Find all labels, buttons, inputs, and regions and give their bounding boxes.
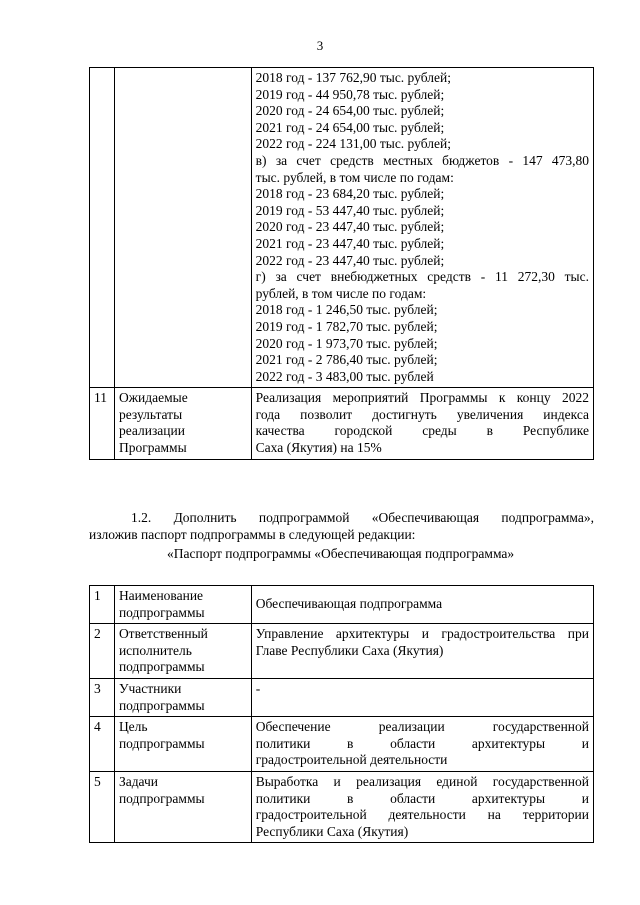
row-number-cell: 11 (90, 388, 115, 459)
row-label-cell (114, 717, 251, 772)
extra-budget-line: 2020 год - 1 973,70 тыс. рублей; (255, 335, 438, 351)
page-number: 3 (316, 38, 324, 53)
financing-line: 2022 год - 224 131,00 тыс. рублей; (255, 136, 451, 152)
financing-line: 2018 год - 137 762,90 тыс. рублей; (255, 70, 451, 85)
extra-budget-heading-cont: рублей, в том числе по годам: (255, 285, 427, 301)
row-value-cell (251, 678, 593, 716)
row-label-cell (114, 624, 251, 679)
subprogramme-passport-table (89, 585, 594, 843)
financing-line: 2021 год - 24 654,00 тыс. рублей; (255, 119, 445, 135)
table-row (90, 717, 594, 772)
label-line: результаты (118, 406, 183, 422)
label-line: Программы (118, 440, 187, 456)
value-line: года позволит достигнуть увеличения индекса (255, 406, 589, 422)
label-line: подпрограммы (118, 697, 205, 713)
extra-budget-line: 2019 год - 1 782,70 тыс. рублей; (255, 318, 438, 334)
value-line: градостроительной деятельности (255, 752, 448, 768)
row-label-cell (114, 586, 251, 624)
label-line: исполнитель (118, 642, 192, 658)
value-line: - (255, 680, 261, 696)
row-number-cell: 3 (90, 678, 115, 716)
row-label-cell (114, 771, 251, 842)
label-line: Задачи (118, 773, 159, 789)
label-line: Участники (118, 680, 182, 696)
row-label-cell (114, 68, 251, 388)
value-line: градостроительной деятельности на территории (255, 807, 589, 823)
local-budget-heading: в) за счет средств местных бюджетов - 147 473,80 (255, 152, 589, 168)
heading-line: «Паспорт подпрограммы «Обеспечивающая подпрограмма» (167, 546, 515, 561)
extra-budget-line: 2018 год - 1 246,50 тыс. рублей; (255, 302, 438, 318)
label-line: Цель (118, 719, 148, 735)
label-line: реализации (118, 423, 185, 439)
label-line: подпрограммы (118, 735, 205, 751)
row-label-cell (114, 388, 251, 459)
financing-details-cell (251, 68, 593, 388)
row-number-cell: 2 (90, 624, 115, 679)
value-line: политики в области архитектуры и (255, 790, 589, 806)
label-line: подпрограммы (118, 604, 205, 620)
paragraph-line: 1.2. Дополнить подпрограммой «Обеспечивающая подпрограмма», (131, 510, 594, 525)
value-line: Саха (Якутия) на 15% (255, 440, 382, 456)
extra-budget-line: 2022 год - 3 483,00 тыс. рублей (255, 368, 434, 384)
extra-budget-heading: г) за счет внебюджетных средств - 11 272,30 тыс. (255, 269, 589, 285)
label-line: подпрограммы (118, 659, 205, 675)
label-line: подпрограммы (118, 790, 205, 806)
local-budget-line: 2019 год - 53 447,40 тыс. рублей; (255, 202, 445, 218)
value-line: Реализация мероприятий Программы к концу 2022 (255, 390, 589, 406)
extra-budget-line: 2021 год - 2 786,40 тыс. рублей; (255, 352, 438, 368)
row-number-cell (90, 68, 115, 388)
row-value-cell (251, 586, 593, 624)
amendment-paragraph (89, 510, 594, 527)
local-budget-heading-cont: тыс. рублей, в том числе по годам: (255, 169, 454, 185)
row-value-cell (251, 717, 593, 772)
value-line: Управление архитектуры и градостроительства при (255, 626, 589, 642)
value-line: Обеспечивающая подпрограмма (255, 596, 443, 612)
label-line: Наименование (118, 588, 204, 603)
table-row (90, 586, 594, 624)
value-line: качества городской среды в Республике (255, 423, 589, 439)
table-row (90, 624, 594, 679)
row-number-cell: 4 (90, 717, 115, 772)
row-value-cell (251, 771, 593, 842)
local-budget-line: 2020 год - 23 447,40 тыс. рублей; (255, 219, 445, 235)
programme-passport-table-continuation (89, 67, 594, 460)
value-line: Обеспечение реализации государственной (255, 719, 589, 735)
financing-line: 2019 год - 44 950,78 тыс. рублей; (255, 86, 445, 102)
row-number-cell: 5 (90, 771, 115, 842)
value-line: Выработка и реализация единой государственной (255, 773, 589, 789)
financing-line: 2020 год - 24 654,00 тыс. рублей; (255, 103, 445, 119)
label-line: Ответственный (118, 626, 208, 642)
paragraph-line: изложив паспорт подпрограммы в следующей редакции: (89, 527, 416, 542)
local-budget-line: 2022 год - 23 447,40 тыс. рублей; (255, 252, 445, 268)
row-number-cell: 1 (90, 586, 115, 624)
amendment-paragraph-cont (89, 527, 594, 544)
label-line: Ожидаемые (118, 390, 188, 406)
row-label-cell (114, 678, 251, 716)
value-line: Главе Республики Саха (Якутия) (255, 642, 444, 658)
local-budget-line: 2021 год - 23 447,40 тыс. рублей; (255, 235, 445, 251)
row-value-cell (251, 624, 593, 679)
table-row (90, 68, 594, 388)
expected-results-cell (251, 388, 593, 459)
table-row (90, 678, 594, 716)
local-budget-line: 2018 год - 23 684,20 тыс. рублей; (255, 186, 445, 202)
subprogramme-passport-heading (89, 546, 594, 563)
value-line: политики в области архитектуры и (255, 735, 589, 751)
value-line: Республики Саха (Якутия) (255, 823, 409, 839)
table-row (90, 771, 594, 842)
table-row (90, 388, 594, 459)
